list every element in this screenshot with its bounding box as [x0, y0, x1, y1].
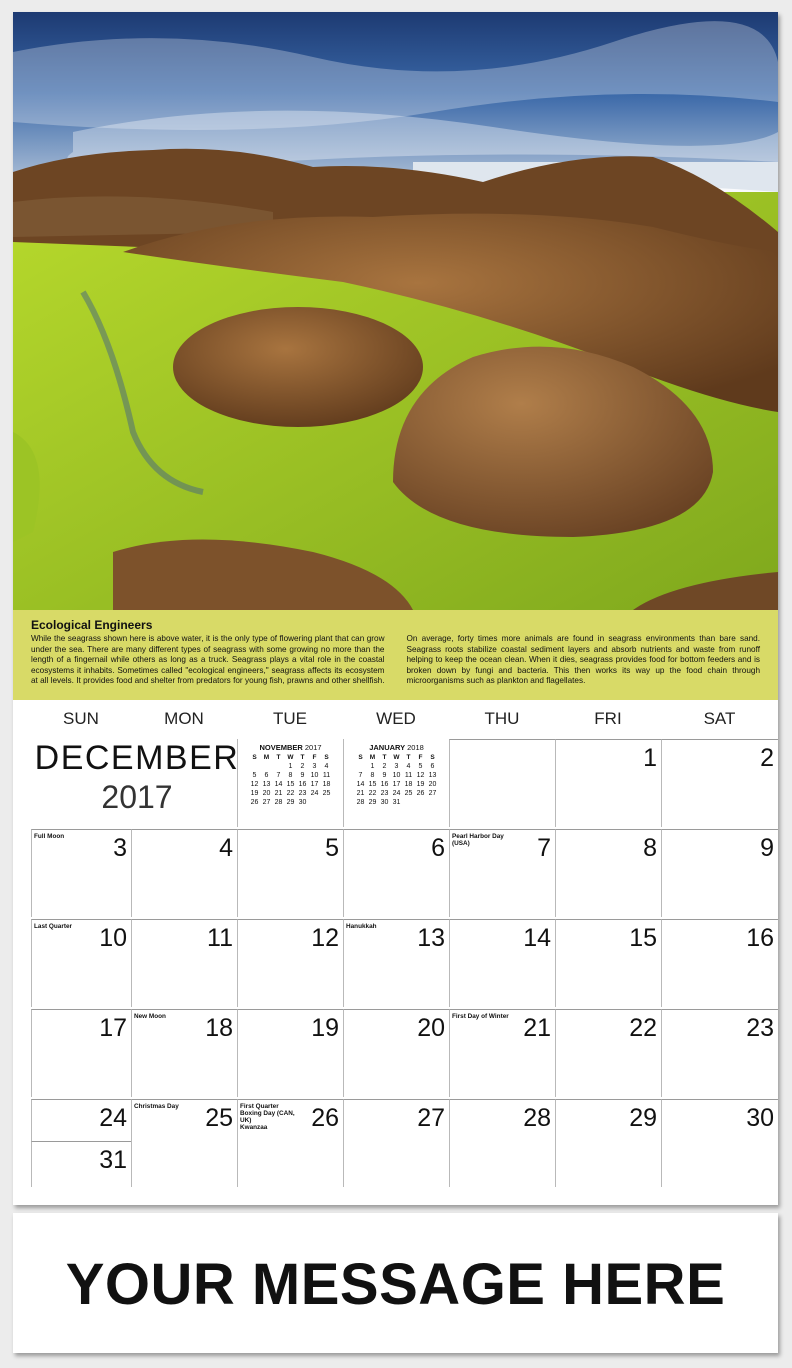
mini-day: 6	[264, 772, 269, 779]
day-cell-4[interactable]	[131, 829, 237, 917]
weekday-mon: MON	[164, 709, 204, 728]
day-cell-13[interactable]	[343, 919, 449, 1007]
mini-day: 29	[368, 799, 377, 806]
mini-day: 17	[310, 781, 319, 788]
day-number: 7	[537, 834, 551, 862]
weekday-wed: WED	[376, 709, 416, 728]
day-cell-23[interactable]	[661, 1009, 778, 1097]
mini-day: 2	[382, 763, 387, 770]
mini-day: 27	[262, 799, 271, 806]
mini-day: 29	[286, 799, 295, 806]
mini-day: 12	[250, 781, 259, 788]
day-number: 9	[760, 834, 774, 862]
mini-month: JANUARY	[369, 743, 406, 752]
mini-day: 25	[404, 790, 413, 797]
mini-day	[273, 762, 285, 771]
day-number: 27	[417, 1104, 445, 1132]
mini-day: 2	[300, 763, 305, 770]
mini-day: 23	[298, 790, 307, 797]
day-number: 16	[746, 924, 774, 952]
day-number: 20	[417, 1014, 445, 1042]
day-number: 6	[431, 834, 445, 862]
mini-day: 24	[310, 790, 319, 797]
mini-weekday: S	[324, 754, 329, 761]
day-number: 17	[99, 1014, 127, 1042]
day-number: 25	[205, 1104, 233, 1132]
landscape-photo	[13, 12, 778, 610]
year-label: 2017	[101, 779, 173, 815]
holiday-note: First Quarter Boxing Day (CAN, UK) Kwanzaa	[240, 1103, 295, 1131]
mini-year: 2018	[407, 743, 424, 752]
mini-day: 26	[416, 790, 425, 797]
mini-day: 10	[310, 772, 319, 779]
mini-day: 16	[380, 781, 389, 788]
mini-day: 30	[380, 799, 389, 806]
mini-day: 5	[418, 763, 423, 770]
mini-day: 7	[276, 772, 281, 779]
day-cell-18[interactable]	[131, 1009, 237, 1097]
holiday-note: Christmas Day	[134, 1103, 179, 1110]
mini-day: 11	[404, 772, 413, 779]
day-number: 24	[99, 1104, 127, 1132]
day-number: 30	[746, 1104, 774, 1132]
caption-body	[31, 634, 760, 687]
day-number: 22	[629, 1014, 657, 1042]
mini-day: 15	[368, 781, 377, 788]
month-title	[31, 739, 243, 827]
mini-day: 9	[382, 772, 387, 779]
mini-weekday: T	[276, 754, 281, 761]
mini-day	[415, 798, 427, 807]
mini-day: 16	[298, 781, 307, 788]
mini-day: 25	[322, 790, 331, 797]
mini-weekday: W	[393, 754, 400, 761]
day-cell-12[interactable]	[237, 919, 343, 1007]
mini-day: 10	[392, 772, 401, 779]
mini-day: 28	[356, 799, 365, 806]
day-cell-25[interactable]	[131, 1099, 237, 1187]
weekday-header	[31, 709, 778, 735]
mini-day	[427, 798, 439, 807]
mini-weekday: W	[287, 754, 294, 761]
weekday-sat: SAT	[703, 709, 736, 728]
day-number: 8	[643, 834, 657, 862]
mini-day	[321, 798, 333, 807]
mini-day: 1	[370, 763, 375, 770]
day-cell-3[interactable]	[31, 829, 131, 917]
mini-weekday: F	[312, 754, 317, 761]
day-cell-27[interactable]	[343, 1099, 449, 1187]
mini-day: 19	[250, 790, 259, 797]
mini-day	[261, 762, 273, 771]
mini-year: 2017	[304, 743, 322, 752]
mini-weekday: S	[252, 754, 257, 761]
day-number: 23	[746, 1014, 774, 1042]
mini-day: 18	[404, 781, 413, 788]
mini-day: 14	[356, 781, 365, 788]
day-cell-28[interactable]	[449, 1099, 555, 1187]
day-cell-31[interactable]	[31, 1141, 131, 1187]
day-number: 4	[219, 834, 233, 862]
mini-day: 4	[406, 763, 411, 770]
mini-day: 30	[298, 799, 307, 806]
caption-text: While the seagrass shown here is above water, it is the only type of flowering plant that can grow under the sea. There are many different types of seagrass with some growing no more than the length of a fingernail while others as long as a truck. Seagrass plays a vital role in the coastal ecosystems it inhabits. Sometimes called "ecological engineers," seagrass affects its ecosystem at all levels. It provides food and shelter from predators for young fish, prawns and other shellfish. On average, forty times more animals are found in seagrass environments than bare sand. Seagrass roots stabilize coastal sediment layers and absorb nutrients and waste from runoff helping to keep the ocean clean. When it dies, seagrass provides food for bottom feeders and is broken down by fungi and bacteria. This then works its way up the food chain through microorganisms such as plankton and flagellates.	[31, 634, 760, 686]
weekday-thu: THU	[484, 709, 520, 728]
mini-calendar-grid	[355, 753, 439, 807]
mini-day: 20	[262, 790, 271, 797]
mini-day: 18	[322, 781, 331, 788]
mini-day: 13	[262, 781, 271, 788]
mini-weekday: T	[382, 754, 387, 761]
day-number: 26	[311, 1104, 339, 1132]
mini-day	[309, 798, 321, 807]
day-number: 14	[523, 924, 551, 952]
mini-day: 7	[358, 772, 363, 779]
day-number: 10	[99, 924, 127, 952]
mini-month: NOVEMBER	[259, 743, 303, 752]
mini-day: 5	[252, 772, 257, 779]
day-number: 5	[325, 834, 339, 862]
day-cell-11[interactable]	[131, 919, 237, 1007]
mini-day: 27	[428, 790, 437, 797]
day-cell-17[interactable]	[31, 1009, 131, 1097]
day-cell-21[interactable]	[449, 1009, 555, 1097]
day-cell-10[interactable]	[31, 919, 131, 1007]
mini-calendar-november	[237, 739, 343, 827]
mini-calendar-title	[238, 743, 343, 752]
day-number: 2	[760, 744, 774, 772]
day-cell-15[interactable]	[555, 919, 661, 1007]
day-cell-2[interactable]	[661, 739, 778, 827]
mini-weekday: F	[418, 754, 423, 761]
holiday-note: Last Quarter	[34, 923, 73, 930]
mini-day: 31	[392, 799, 401, 806]
mini-day	[403, 798, 415, 807]
mini-weekday: T	[300, 754, 305, 761]
mini-weekday: M	[263, 754, 270, 761]
mini-day: 3	[394, 763, 399, 770]
day-number: 19	[311, 1014, 339, 1042]
mini-calendar-title	[344, 743, 449, 752]
day-cell-6[interactable]	[343, 829, 449, 917]
day-cell-29[interactable]	[555, 1099, 661, 1187]
caption-title: Ecological Engineers	[31, 618, 153, 632]
day-number: 28	[523, 1104, 551, 1132]
holiday-note: First Day of Winter	[452, 1013, 509, 1020]
mini-weekday: M	[369, 754, 376, 761]
day-cell-19[interactable]	[237, 1009, 343, 1097]
day-cell-9[interactable]	[661, 829, 778, 917]
month-name: DECEMBER	[34, 739, 240, 777]
day-cell-24[interactable]	[31, 1099, 131, 1141]
mini-day: 19	[416, 781, 425, 788]
day-number: 3	[113, 834, 127, 862]
mini-day: 28	[274, 799, 283, 806]
mini-day: 23	[380, 790, 389, 797]
mini-day: 24	[392, 790, 401, 797]
mini-day: 4	[324, 763, 329, 770]
mini-day: 12	[416, 772, 425, 779]
mini-day: 21	[356, 790, 365, 797]
mini-calendar-january	[343, 739, 449, 827]
mini-day: 3	[312, 763, 317, 770]
day-number: 31	[99, 1146, 127, 1174]
mini-day: 15	[286, 781, 295, 788]
mini-day: 13	[428, 772, 437, 779]
day-cell-14[interactable]	[449, 919, 555, 1007]
calendar-page	[13, 12, 778, 1205]
mini-day	[249, 762, 261, 771]
mini-day: 22	[368, 790, 377, 797]
mini-day: 20	[428, 781, 437, 788]
mini-day: 11	[322, 772, 331, 779]
day-cell-5[interactable]	[237, 829, 343, 917]
day-cell-26[interactable]	[237, 1099, 343, 1187]
mini-day	[355, 762, 367, 771]
day-cell-20[interactable]	[343, 1009, 449, 1097]
ad-message: YOUR MESSAGE HERE	[65, 1252, 726, 1317]
weekday-fri: FRI	[594, 709, 622, 728]
mini-weekday: S	[430, 754, 435, 761]
day-cell-22[interactable]	[555, 1009, 661, 1097]
day-number: 12	[311, 924, 339, 952]
mini-day: 17	[392, 781, 401, 788]
holiday-note: New Moon	[134, 1013, 166, 1020]
mini-day: 8	[288, 772, 293, 779]
day-number: 21	[523, 1014, 551, 1042]
advertising-strip	[13, 1213, 778, 1353]
mini-day: 6	[430, 763, 435, 770]
day-cell-7[interactable]	[449, 829, 555, 917]
day-cell-16[interactable]	[661, 919, 778, 1007]
mini-day: 9	[300, 772, 305, 779]
mini-day: 8	[370, 772, 375, 779]
day-cell-1[interactable]	[555, 739, 661, 827]
day-number: 13	[417, 924, 445, 952]
weekday-tue: TUE	[273, 709, 307, 728]
photo-caption	[13, 610, 778, 700]
day-number: 18	[205, 1014, 233, 1042]
day-number: 29	[629, 1104, 657, 1132]
day-number: 11	[207, 924, 233, 952]
mini-weekday: S	[358, 754, 363, 761]
mini-day: 21	[274, 790, 283, 797]
mini-day: 1	[288, 763, 293, 770]
mini-day: 22	[286, 790, 295, 797]
day-cell-8[interactable]	[555, 829, 661, 917]
mini-calendar-grid	[249, 753, 333, 807]
holiday-note: Full Moon	[34, 833, 65, 840]
weekday-sun: SUN	[63, 709, 99, 728]
day-cell-empty[interactable]	[449, 739, 555, 827]
holiday-note: Pearl Harbor Day (USA)	[452, 833, 504, 847]
day-cell-30[interactable]	[661, 1099, 778, 1187]
mini-day: 26	[250, 799, 259, 806]
day-number: 15	[629, 924, 657, 952]
holiday-note: Hanukkah	[346, 923, 377, 930]
mini-weekday: T	[406, 754, 411, 761]
day-number: 1	[643, 744, 657, 772]
mini-day: 14	[274, 781, 283, 788]
